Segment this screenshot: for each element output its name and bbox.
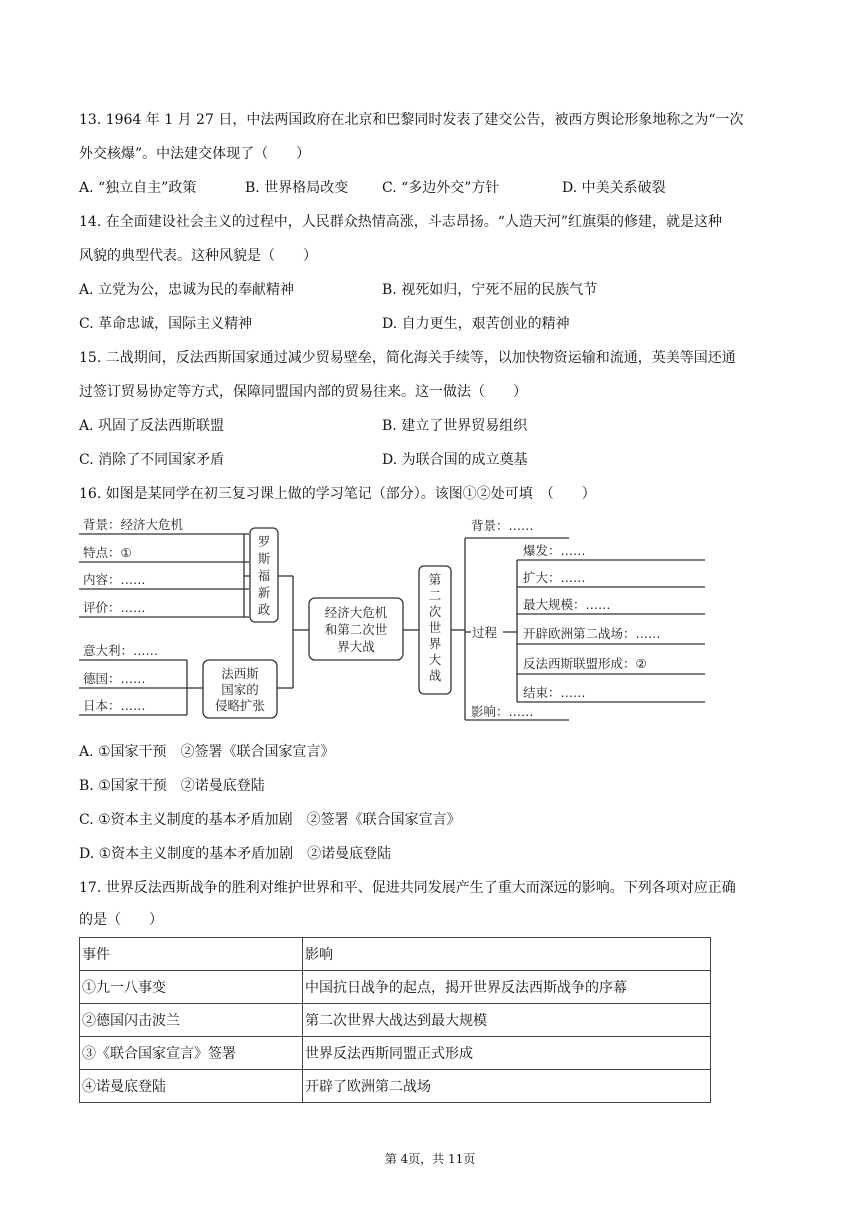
q14-stem-line1: 14. 在全面建设社会主义的过程中，人民群众热情高涨，斗志昂扬。“人造天河”红旗渠的修建，就是这种 <box>79 214 723 230</box>
process-item: 开辟欧洲第二战场：…… <box>523 626 661 641</box>
roosevelt-char: 斯 <box>257 551 271 566</box>
q17-stem-line1: 17. 世界反法西斯战争的胜利对维护世界和平、促进共同发展产生了重大而深远的影响。下列各项对应正确 <box>79 880 736 896</box>
q16-option-a: A. ①国家干预 ②签署《联合国家宣言》 <box>79 744 335 760</box>
ww2-char: 二 <box>428 588 442 603</box>
ww2-char: 大 <box>428 652 442 667</box>
table-cell-influence: 开辟了欧洲第二战场 <box>303 1070 711 1103</box>
ww2-char: 战 <box>428 668 442 683</box>
table-row <box>80 1004 711 1037</box>
q13-option-b: B. 世界格局改变 <box>245 180 349 196</box>
q15-option-c: C. 消除了不同国家矛盾 <box>79 452 225 468</box>
table-cell-influence: 中国抗日战争的起点，揭开世界反法西斯战争的序幕 <box>303 971 711 1004</box>
q13-option-a: A. “独立自主”政策 <box>79 180 197 196</box>
label-ww2-background: 背景：…… <box>471 518 534 533</box>
q13-stem-line1: 13. 1964 年 1 月 27 日，中法两国政府在北京和巴黎同时发表了建交公告，被西方舆论形象地称之为“一次 <box>79 112 744 128</box>
table-cell-event: ③《联合国家宣言》签署 <box>80 1037 303 1070</box>
q16-option-c: C. ①资本主义制度的基本矛盾加剧 ②签署《联合国家宣言》 <box>79 812 461 828</box>
fascist-line: 法西斯 <box>221 666 259 681</box>
center-line: 经济大危机 <box>324 605 388 620</box>
roosevelt-char: 罗 <box>257 534 271 549</box>
center-line: 界大战 <box>337 639 375 654</box>
q15-option-d: D. 为联合国的成立奠基 <box>382 452 528 468</box>
process-item: 爆发：…… <box>523 543 586 558</box>
q16-stem: 16. 如图是某同学在初三复习课上做的学习笔记（部分）。该图①②处可填 （ ） <box>79 486 596 502</box>
fascist-line: 侵略扩张 <box>214 698 266 713</box>
label-content: 内容：…… <box>83 572 146 587</box>
roosevelt-char: 新 <box>257 585 271 600</box>
label-background: 背景：经济大危机 <box>83 517 184 532</box>
label-germany: 德国：…… <box>83 671 146 686</box>
table-header-event: 事件 <box>80 938 303 971</box>
roosevelt-char: 福 <box>257 568 271 583</box>
q15-option-b: B. 建立了世界贸易组织 <box>382 418 528 434</box>
label-influence: 影响：…… <box>471 704 534 719</box>
q15-option-a: A. 巩固了反法西斯联盟 <box>79 418 225 434</box>
ww2-char: 次 <box>428 604 442 619</box>
label-feature: 特点：① <box>83 545 132 560</box>
table-header-influence: 影响 <box>303 938 711 971</box>
q17-stem-line2: 的是（ ） <box>79 912 163 928</box>
table-header-row <box>80 938 711 971</box>
label-evaluation: 评价：…… <box>83 600 146 615</box>
q13-option-c: C. “多边外交”方针 <box>382 180 500 196</box>
table-row <box>80 971 711 1004</box>
q17-table <box>79 937 711 1103</box>
q14-option-a: A. 立党为公，忠诚为民的奉献精神 <box>79 282 295 298</box>
ww2-char: 世 <box>428 620 442 635</box>
roosevelt-char: 政 <box>257 602 271 617</box>
ww2-char: 界 <box>428 636 442 651</box>
center-line: 和第二次世 <box>324 622 388 637</box>
table-cell-event: ④诺曼底登陆 <box>80 1070 303 1103</box>
table-cell-event: ②德国闪击波兰 <box>80 1004 303 1037</box>
q15-stem-line2: 过签订贸易协定等方式，保障同盟国内部的贸易往来。这一做法（ ） <box>79 384 527 400</box>
label-japan: 日本：…… <box>83 698 146 713</box>
q15-stem-line1: 15. 二战期间，反法西斯国家通过减少贸易壁垒，简化海关手续等，以加快物资运输和流通，英美等国还通 <box>79 350 736 366</box>
label-process: 过程 <box>472 625 498 640</box>
label-italy: 意大利：…… <box>83 643 159 658</box>
q14-option-b: B. 视死如归，宁死不屈的民族气节 <box>382 282 598 298</box>
q16-study-notes-diagram <box>79 510 719 725</box>
process-item: 结束：…… <box>523 685 586 700</box>
q16-option-b: B. ①国家干预 ②诺曼底登陆 <box>79 778 265 794</box>
q14-stem-line2: 风貌的典型代表。这种风貌是（ ） <box>79 248 317 264</box>
q14-option-d: D. 自力更生，艰苦创业的精神 <box>382 316 570 332</box>
process-item: 反法西斯联盟形成：② <box>523 656 647 671</box>
table-cell-influence: 世界反法西斯同盟正式形成 <box>303 1037 711 1070</box>
table-row <box>80 1070 711 1103</box>
process-item: 最大规模：…… <box>523 597 611 612</box>
page-footer: 第 4页，共 11页 <box>384 1152 476 1166</box>
table-row <box>80 1037 711 1070</box>
fascist-line: 国家的 <box>221 682 259 697</box>
ww2-char: 第 <box>428 572 442 587</box>
table-cell-influence: 第二次世界大战达到最大规模 <box>303 1004 711 1037</box>
q14-option-c: C. 革命忠诚，国际主义精神 <box>79 316 253 332</box>
table-cell-event: ①九一八事变 <box>80 971 303 1004</box>
q13-stem-line2: 外交核爆”。中法建交体现了（ ） <box>79 146 311 162</box>
q16-option-d: D. ①资本主义制度的基本矛盾加剧 ②诺曼底登陆 <box>79 846 392 862</box>
process-item: 扩大：…… <box>523 570 586 585</box>
q13-option-d: D. 中美关系破裂 <box>562 180 666 196</box>
